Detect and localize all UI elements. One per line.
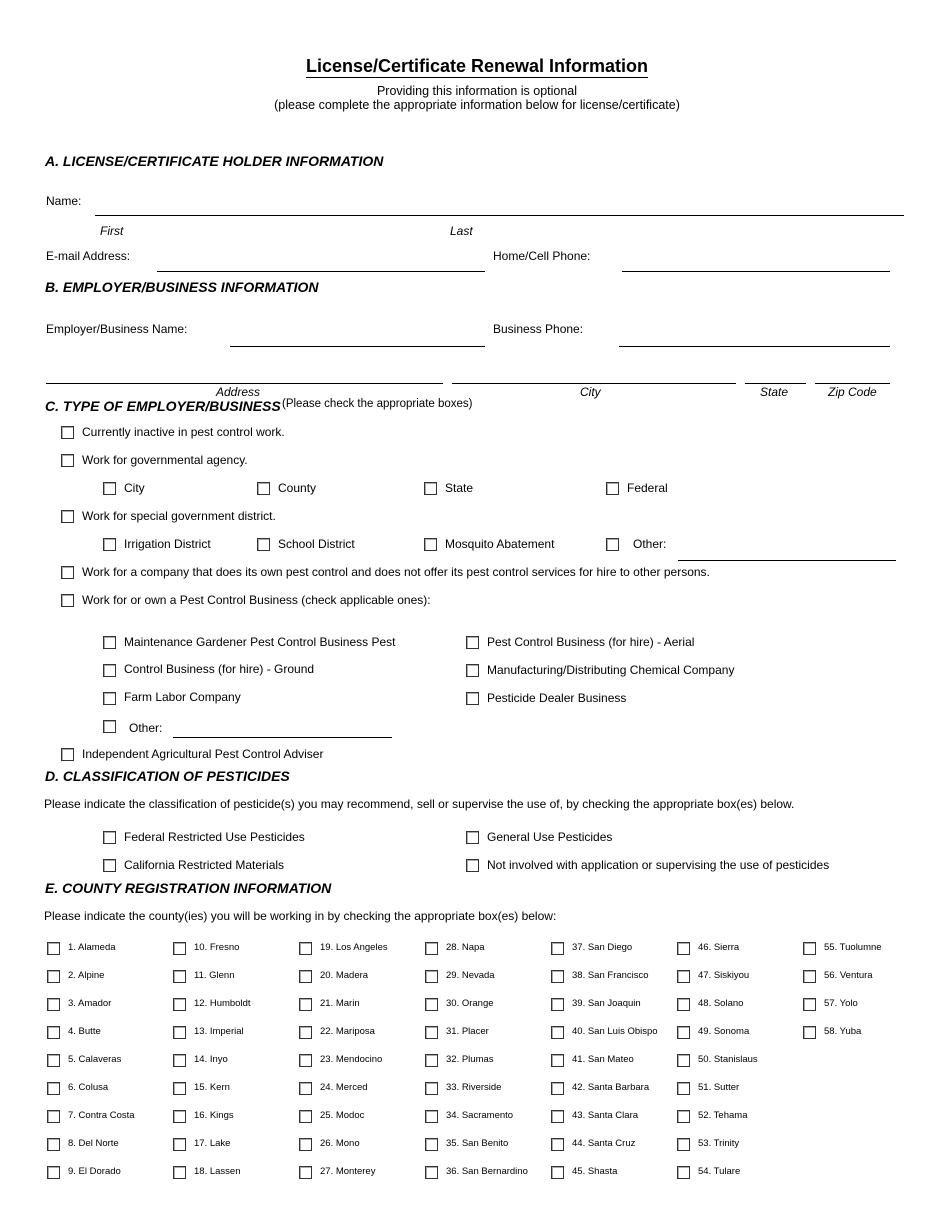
county-sonoma-checkbox[interactable] [677,1026,690,1039]
county-san-bernardino-checkbox[interactable] [425,1166,438,1179]
county-imperial-checkbox[interactable] [173,1026,186,1039]
county-lake-checkbox[interactable] [173,1138,186,1151]
county-sutter-checkbox[interactable] [677,1082,690,1095]
gov-state-label: State [445,481,474,495]
county-inyo-label: 14. Inyo [194,1054,228,1065]
county-tulare-label: 54. Tulare [698,1166,741,1177]
own-company-checkbox[interactable] [61,566,74,579]
county-marin-checkbox[interactable] [299,998,312,1011]
county-napa-label: 28. Napa [446,942,485,953]
county-fresno-label: 10. Fresno [194,942,240,953]
county-santa-clara-label: 43. Santa Clara [572,1110,639,1121]
county-nevada-checkbox[interactable] [425,970,438,983]
page-title: License/Certificate Renewal Information [305,56,649,76]
county-san-luis-obispo-checkbox[interactable] [551,1026,564,1039]
address-input[interactable] [46,383,443,384]
federal-restricted-checkbox[interactable] [103,831,116,844]
county-calaveras-label: 5. Calaveras [68,1054,122,1065]
name-input[interactable] [95,215,904,216]
county-alpine-label: 2. Alpine [68,970,105,981]
county-mariposa-checkbox[interactable] [299,1026,312,1039]
california-restricted-checkbox[interactable] [103,859,116,872]
county-monterey-checkbox[interactable] [299,1166,312,1179]
county-sonoma-label: 49. Sonoma [698,1026,750,1037]
county-napa-checkbox[interactable] [425,942,438,955]
county-kern-label: 15. Kern [194,1082,230,1093]
business-phone-label: Business Phone: [493,322,584,336]
county-sutter-label: 51. Sutter [698,1082,740,1093]
district-other-label: Other: [633,537,667,551]
county-san-benito-checkbox[interactable] [425,1138,438,1151]
gov-agency-checkbox[interactable] [61,454,74,467]
school-district-checkbox[interactable] [257,538,270,551]
county-kern-checkbox[interactable] [173,1082,186,1095]
district-other-input[interactable] [678,560,896,561]
county-marin-label: 21. Marin [320,998,360,1009]
county-san-benito-label: 35. San Benito [446,1138,509,1149]
not-involved-checkbox[interactable] [466,859,479,872]
county-tuolumne-label: 55. Tuolumne [824,942,882,953]
zip-caption: Zip Code [828,385,877,399]
farm-labor-label: Farm Labor Company [124,690,241,704]
not-involved-label: Not involved with application or supervising the use of pesticides [487,858,830,872]
state-caption: State [760,385,789,399]
pesticide-dealer-checkbox[interactable] [466,692,479,705]
county-modoc-label: 25. Modoc [320,1110,365,1121]
county-san-mateo-checkbox[interactable] [551,1054,564,1067]
county-riverside-checkbox[interactable] [425,1082,438,1095]
irrigation-label: Irrigation District [124,537,211,551]
pesticide-dealer-label: Pesticide Dealer Business [487,691,627,705]
county-monterey-label: 27. Monterey [320,1166,376,1177]
county-butte-checkbox[interactable] [47,1026,60,1039]
pcb-ground-checkbox[interactable] [103,664,116,677]
county-el-dorado-label: 9. El Dorado [68,1166,121,1177]
address-caption: Address [216,385,261,399]
county-el-dorado-checkbox[interactable] [47,1166,60,1179]
county-santa-barbara-checkbox[interactable] [551,1082,564,1095]
county-tulare-checkbox[interactable] [677,1166,690,1179]
county-stanislaus-label: 50. Stanislaus [698,1054,758,1065]
county-trinity-checkbox[interactable] [677,1138,690,1151]
county-lassen-checkbox[interactable] [173,1166,186,1179]
section-d-instruction: Please indicate the classification of pesticide(s) you may recommend, sell or supervise the use of, by checking the appropriate box(es) below. [44,797,795,811]
county-glenn-checkbox[interactable] [173,970,186,983]
pcb-other-checkbox[interactable] [103,720,116,733]
county-siskiyou-checkbox[interactable] [677,970,690,983]
county-plumas-label: 32. Plumas [446,1054,494,1065]
county-los-angeles-label: 19. Los Angeles [320,942,388,953]
pcb-other-input[interactable] [173,737,392,738]
pcb-aerial-label: Pest Control Business (for hire) - Aerial [487,635,695,649]
county-mono-label: 26. Mono [320,1138,360,1149]
section-a-heading: A. LICENSE/CERTIFICATE HOLDER INFORMATION [45,153,384,169]
email-label: E-mail Address: [46,249,131,263]
county-yolo-checkbox[interactable] [803,998,816,1011]
section-b-heading: B. EMPLOYER/BUSINESS INFORMATION [45,279,319,295]
county-contra-costa-checkbox[interactable] [47,1110,60,1123]
farm-labor-checkbox[interactable] [103,692,116,705]
county-santa-cruz-checkbox[interactable] [551,1138,564,1151]
pcb-ground-label: Control Business (for hire) - Ground [124,662,315,676]
employer-label: Employer/Business Name: [46,322,188,336]
county-lake-label: 17. Lake [194,1138,231,1149]
county-plumas-checkbox[interactable] [425,1054,438,1067]
pcb-other-label: Other: [129,721,163,735]
county-san-bernardino-label: 36. San Bernardino [446,1166,528,1177]
county-yolo-label: 57. Yolo [824,998,858,1009]
county-colusa-label: 6. Colusa [68,1082,109,1093]
county-san-diego-checkbox[interactable] [551,942,564,955]
county-calaveras-checkbox[interactable] [47,1054,60,1067]
county-merced-label: 24. Merced [320,1082,368,1093]
district-other-checkbox[interactable] [606,538,619,551]
gov-state-checkbox[interactable] [424,482,437,495]
gov-county-label: County [278,481,317,495]
inactive-label: Currently inactive in pest control work. [82,425,285,439]
gov-agency-label: Work for governmental agency. [82,453,248,467]
special-district-label: Work for special government district. [82,509,276,523]
county-madera-checkbox[interactable] [299,970,312,983]
county-madera-label: 20. Madera [320,970,369,981]
pcb-checkbox[interactable] [61,594,74,607]
county-alpine-checkbox[interactable] [47,970,60,983]
county-san-francisco-label: 38. San Francisco [572,970,649,981]
county-modoc-checkbox[interactable] [299,1110,312,1123]
county-santa-barbara-label: 42. Santa Barbara [572,1082,650,1093]
adviser-label: Independent Agricultural Pest Control Adviser [82,747,324,761]
section-c-note: (Please check the appropriate boxes) [282,398,473,410]
pcb-label: Work for or own a Pest Control Business (check applicable ones): [82,593,431,607]
county-sacramento-checkbox[interactable] [425,1110,438,1123]
subtitle-optional: Providing this information is optional [376,84,578,98]
maintenance-gardener-label: Maintenance Gardener Pest Control Business Pest [124,635,396,649]
mosquito-label: Mosquito Abatement [445,537,555,551]
county-tehama-checkbox[interactable] [677,1110,690,1123]
county-tuolumne-checkbox[interactable] [803,942,816,955]
county-inyo-checkbox[interactable] [173,1054,186,1067]
county-siskiyou-label: 47. Siskiyou [698,970,750,981]
own-company-label: Work for a company that does its own pest control and does not offer its pest control services for hire to other persons. [82,565,710,579]
county-nevada-label: 29. Nevada [446,970,495,981]
county-amador-label: 3. Amador [68,998,112,1009]
business-phone-input[interactable] [619,346,890,347]
employer-input[interactable] [230,346,485,347]
zip-input[interactable] [815,383,890,384]
gov-county-checkbox[interactable] [257,482,270,495]
gov-federal-checkbox[interactable] [606,482,619,495]
county-solano-checkbox[interactable] [677,998,690,1011]
county-placer-checkbox[interactable] [425,1026,438,1039]
county-merced-checkbox[interactable] [299,1082,312,1095]
county-fresno-checkbox[interactable] [173,942,186,955]
county-san-luis-obispo-label: 40. San Luis Obispo [572,1026,658,1037]
general-use-label: General Use Pesticides [487,830,613,844]
county-kings-checkbox[interactable] [173,1110,186,1123]
section-c-heading: C. TYPE OF EMPLOYER/BUSINESS [45,398,281,414]
section-d-heading: D. CLASSIFICATION OF PESTICIDES [45,768,290,784]
county-sierra-checkbox[interactable] [677,942,690,955]
county-alameda-checkbox[interactable] [47,942,60,955]
county-stanislaus-checkbox[interactable] [677,1054,690,1067]
county-colusa-checkbox[interactable] [47,1082,60,1095]
county-kings-label: 16. Kings [194,1110,234,1121]
county-imperial-label: 13. Imperial [194,1026,244,1037]
county-butte-label: 4. Butte [68,1026,101,1037]
county-riverside-label: 33. Riverside [446,1082,502,1093]
name-label: Name: [46,194,82,208]
county-mendocino-checkbox[interactable] [299,1054,312,1067]
county-shasta-label: 45. Shasta [572,1166,618,1177]
county-sacramento-label: 34. Sacramento [446,1110,514,1121]
county-glenn-label: 11. Glenn [194,970,235,981]
county-amador-checkbox[interactable] [47,998,60,1011]
county-tehama-label: 52. Tehama [698,1110,748,1121]
county-trinity-label: 53. Trinity [698,1138,740,1149]
county-san-joaquin-checkbox[interactable] [551,998,564,1011]
phone-label: Home/Cell Phone: [493,249,591,263]
adviser-checkbox[interactable] [61,748,74,761]
county-mono-checkbox[interactable] [299,1138,312,1151]
california-restricted-label: California Restricted Materials [124,858,285,872]
special-district-checkbox[interactable] [61,510,74,523]
county-contra-costa-label: 7. Contra Costa [68,1110,135,1121]
county-san-francisco-checkbox[interactable] [551,970,564,983]
state-input[interactable] [745,383,806,384]
federal-restricted-label: Federal Restricted Use Pesticides [124,830,305,844]
county-del-norte-label: 8. Del Norte [68,1138,119,1149]
county-santa-cruz-label: 44. Santa Cruz [572,1138,636,1149]
county-sierra-label: 46. Sierra [698,942,740,953]
manufacturing-checkbox[interactable] [466,664,479,677]
school-district-label: School District [278,537,355,551]
county-orange-label: 30. Orange [446,998,494,1009]
pcb-aerial-checkbox[interactable] [466,636,479,649]
county-shasta-checkbox[interactable] [551,1166,564,1179]
county-del-norte-checkbox[interactable] [47,1138,60,1151]
section-e-heading: E. COUNTY REGISTRATION INFORMATION [45,880,332,896]
county-san-diego-label: 37. San Diego [572,942,633,953]
last-caption: Last [450,224,473,238]
county-ventura-checkbox[interactable] [803,970,816,983]
phone-input[interactable] [622,271,890,272]
county-solano-label: 48. Solano [698,998,744,1009]
inactive-checkbox[interactable] [61,426,74,439]
maintenance-gardener-checkbox[interactable] [103,636,116,649]
manufacturing-label: Manufacturing/Distributing Chemical Company [487,663,735,677]
gov-federal-label: Federal [627,481,668,495]
county-lassen-label: 18. Lassen [194,1166,241,1177]
mosquito-checkbox[interactable] [424,538,437,551]
county-yuba-label: 58. Yuba [824,1026,862,1037]
county-mariposa-label: 22. Mariposa [320,1026,375,1037]
gov-city-label: City [124,481,145,495]
city-input[interactable] [452,383,736,384]
county-alameda-label: 1. Alameda [68,942,116,953]
county-san-joaquin-label: 39. San Joaquin [572,998,641,1009]
section-e-instruction: Please indicate the county(ies) you will be working in by checking the appropriate box(es) below: [44,909,557,923]
county-orange-checkbox[interactable] [425,998,438,1011]
county-humboldt-checkbox[interactable] [173,998,186,1011]
county-mendocino-label: 23. Mendocino [320,1054,383,1065]
county-placer-label: 31. Placer [446,1026,489,1037]
email-input[interactable] [157,271,485,272]
county-yuba-checkbox[interactable] [803,1026,816,1039]
county-humboldt-label: 12. Humboldt [194,998,251,1009]
first-caption: First [100,224,124,238]
county-ventura-label: 56. Ventura [824,970,873,981]
county-santa-clara-checkbox[interactable] [551,1110,564,1123]
irrigation-checkbox[interactable] [103,538,116,551]
gov-city-checkbox[interactable] [103,482,116,495]
city-caption: City [580,385,601,399]
county-san-mateo-label: 41. San Mateo [572,1054,634,1065]
county-los-angeles-checkbox[interactable] [299,942,312,955]
subtitle-instructions: (please complete the appropriate information below for license/certificate) [274,98,680,112]
general-use-checkbox[interactable] [466,831,479,844]
